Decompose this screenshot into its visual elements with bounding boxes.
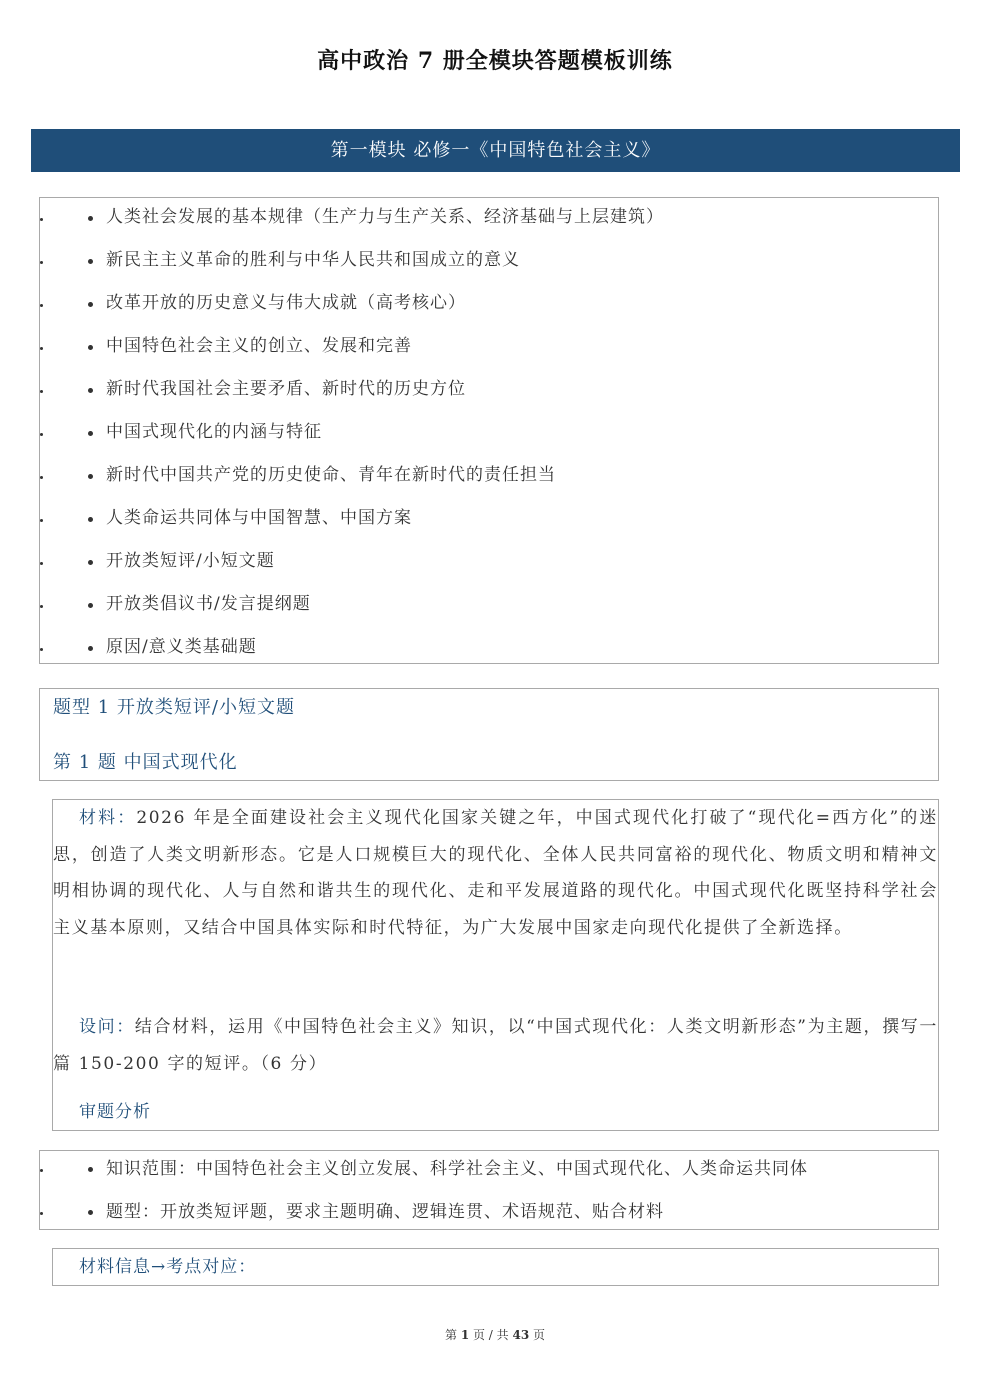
list-item <box>40 497 938 540</box>
list-item <box>40 196 938 239</box>
bullet-dot <box>40 1212 43 1215</box>
question-text: 结合材料，运用《中国特色社会主义》知识，以“中国式现代化：人类文明新形态”为主题，撰写一篇 150-200 字的短评。（6 分） <box>53 1017 939 1074</box>
bullet-dot <box>40 476 43 479</box>
footer-suffix: 页 <box>529 1328 546 1342</box>
list-item <box>40 454 938 497</box>
question-label: 设问： <box>79 1017 135 1037</box>
bullet-dot <box>88 517 93 522</box>
total-page-number: 43 <box>512 1328 530 1342</box>
list-item <box>40 239 938 282</box>
module-header <box>31 129 960 172</box>
topic-text: 原因/意义类基础题 <box>106 637 257 657</box>
topic-text: 人类社会发展的基本规律（生产力与生产关系、经济基础与上层建筑） <box>106 207 664 227</box>
bullet-dot <box>40 347 43 350</box>
mapping-box <box>52 1248 939 1286</box>
list-item <box>40 626 938 669</box>
bullet-dot <box>40 218 43 221</box>
topic-text: 新时代中国共产党的历史使命、青年在新时代的责任担当 <box>106 465 556 485</box>
topic-text: 人类命运共同体与中国智慧、中国方案 <box>106 508 412 528</box>
question-paragraph <box>53 1009 938 1082</box>
bullet-dot <box>40 390 43 393</box>
bullet-dot <box>88 345 93 350</box>
footer-prefix: 第 <box>444 1328 461 1342</box>
analysis-box <box>39 1150 939 1230</box>
list-item <box>40 540 938 583</box>
bullet-dot <box>40 261 43 264</box>
page-footer <box>0 1326 990 1343</box>
material-label: 材料： <box>79 808 137 828</box>
analysis-text: 题型：开放类短评题，要求主题明确、逻辑连贯、术语规范、贴合材料 <box>106 1202 664 1222</box>
topic-text: 开放类短评/小短文题 <box>106 551 275 571</box>
bullet-dot <box>88 603 93 608</box>
list-item <box>40 583 938 626</box>
topic-text: 新民主主义革命的胜利与中华人民共和国成立的意义 <box>106 250 520 270</box>
bullet-dot <box>40 648 43 651</box>
bullet-dot <box>88 560 93 565</box>
bullet-dot <box>88 646 93 651</box>
material-box <box>52 799 939 1131</box>
question-heading: 第 1 题 中国式现代化 <box>53 752 238 773</box>
bullet-dot <box>88 431 93 436</box>
bullet-dot <box>40 519 43 522</box>
list-item <box>40 282 938 325</box>
bullet-dot <box>88 1167 93 1172</box>
material-paragraph <box>53 800 938 946</box>
topic-text: 中国特色社会主义的创立、发展和完善 <box>106 336 412 356</box>
question-type-heading: 题型 1 开放类短评/小短文题 <box>53 697 295 718</box>
list-item <box>40 325 938 368</box>
topic-text: 改革开放的历史意义与伟大成就（高考核心） <box>106 293 466 313</box>
document-title: 高中政治 7 册全模块答题模板训练 <box>317 48 673 74</box>
bullet-dot <box>40 605 43 608</box>
bullet-dot <box>88 302 93 307</box>
topic-text: 新时代我国社会主要矛盾、新时代的历史方位 <box>106 379 466 399</box>
analysis-text: 知识范围：中国特色社会主义创立发展、科学社会主义、中国式现代化、人类命运共同体 <box>106 1159 808 1179</box>
bullet-dot <box>88 216 93 221</box>
bullet-dot <box>40 562 43 565</box>
bullet-dot <box>88 474 93 479</box>
material-text: 2026 年是全面建设社会主义现代化国家关键之年，中国式现代化打破了“现代化=西方化”的迷思，创造了人类文明新形态。它是人口规模巨大的现代化、全体人民共同富裕的现代化、物质文明和精神文明相协调的现代化、人与自然和谐共生的现代化、走和平发展道路的现代化。中国式现代化既坚持科学社会主义基本原则，又结合中国具体实际和时代特征，为广大发展中国家走向现代化提供了全新选择。 <box>53 808 938 938</box>
question-type-box <box>39 688 939 781</box>
bullet-dot <box>40 433 43 436</box>
footer-middle: 页 / 共 <box>469 1328 513 1342</box>
list-item <box>40 1194 938 1237</box>
module-title: 第一模块 必修一《中国特色社会主义》 <box>330 140 661 161</box>
bullet-dot <box>40 304 43 307</box>
bullet-dot <box>88 1210 93 1215</box>
list-item <box>40 411 938 454</box>
topics-list <box>40 196 938 669</box>
topic-text: 开放类倡议书/发言提纲题 <box>106 594 311 614</box>
current-page-number: 1 <box>460 1328 470 1342</box>
bullet-dot <box>88 259 93 264</box>
analysis-list <box>40 1151 938 1237</box>
analysis-heading: 审题分析 <box>79 1102 151 1122</box>
bullet-dot <box>88 388 93 393</box>
topic-text: 中国式现代化的内涵与特征 <box>106 422 322 442</box>
topics-box <box>39 197 939 664</box>
list-item <box>40 368 938 411</box>
mapping-heading: 材料信息→考点对应： <box>79 1257 257 1277</box>
bullet-dot <box>40 1169 43 1172</box>
list-item <box>40 1151 938 1194</box>
